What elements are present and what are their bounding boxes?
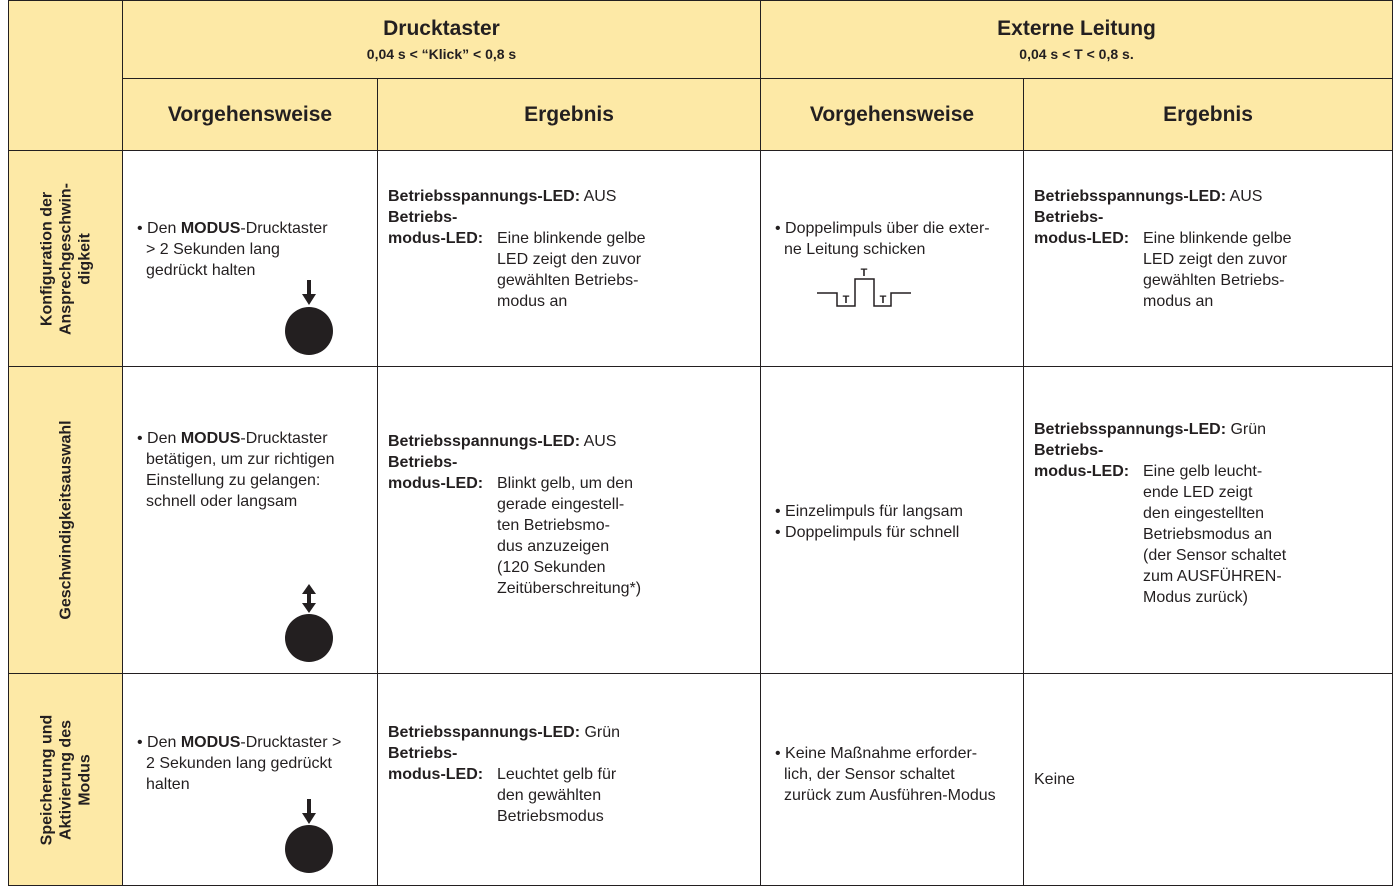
result-value: Grün bbox=[580, 724, 621, 741]
procedure-text: schnell oder langsam bbox=[146, 493, 298, 510]
group-title-externe-leitung: Externe Leitung bbox=[997, 16, 1156, 40]
result-label: modus-LED: bbox=[388, 229, 484, 247]
result-value: AUS bbox=[1226, 187, 1263, 205]
result-value: modus an bbox=[497, 292, 568, 310]
group-header-row bbox=[9, 1, 1393, 79]
row-label-configuration bbox=[9, 151, 123, 367]
result-value: ende LED zeigt bbox=[1143, 483, 1253, 501]
procedure-text: zurück zum Ausführen-Modus bbox=[784, 787, 996, 804]
procedure-text: • Doppelimpuls für schnell bbox=[775, 524, 960, 541]
procedure-text: Einstellung zu gelangen: bbox=[146, 472, 321, 489]
procedure-text: -Drucktaster > bbox=[240, 734, 342, 751]
result-value: zum AUSFÜHREN- bbox=[1143, 567, 1282, 585]
procedure-text: halten bbox=[146, 776, 190, 793]
button-result-cell bbox=[378, 367, 761, 674]
group-timing-drucktaster: 0,04 s < “Klick” < 0,8 s bbox=[366, 45, 517, 62]
result-label: Betriebsspannungs-LED: bbox=[388, 187, 581, 205]
result-value: LED zeigt den zuvor bbox=[1143, 250, 1288, 268]
corner-cell bbox=[9, 1, 123, 151]
button-result-cell bbox=[378, 674, 761, 886]
line-procedure-cell bbox=[761, 151, 1024, 367]
result-value: Eine blinkende gelbe bbox=[497, 229, 646, 247]
procedure-text: -Drucktaster bbox=[240, 220, 328, 237]
line-result-cell bbox=[1024, 674, 1393, 886]
press-release-arrow-icon bbox=[302, 584, 316, 614]
group-timing-externe-leitung: 0,04 s < T < 0,8 s. bbox=[1019, 45, 1134, 62]
result-value: (der Sensor schaltet bbox=[1143, 546, 1287, 564]
group-header-drucktaster bbox=[123, 1, 761, 79]
result-value: Keine bbox=[1034, 771, 1075, 788]
mode-configuration-table bbox=[8, 0, 1393, 886]
result-value: dus anzuzeigen bbox=[497, 538, 610, 555]
result-value: den eingestellten bbox=[1143, 504, 1264, 522]
col-header-button-result: Ergebnis bbox=[378, 79, 761, 151]
result-value: modus an bbox=[1143, 292, 1214, 310]
result-value: Eine gelb leucht- bbox=[1143, 462, 1263, 480]
procedure-text: • Den bbox=[137, 430, 181, 447]
button-procedure-cell bbox=[123, 151, 378, 367]
result-value: LED zeigt den zuvor bbox=[497, 250, 642, 268]
procedure-text: • Einzelimpuls für langsam bbox=[775, 503, 963, 520]
result-value: gewählten Betriebs- bbox=[497, 271, 639, 289]
row-label-line: Geschwindigkeitsauswahl bbox=[57, 420, 74, 620]
col-header-button-procedure: Vorgehensweise bbox=[123, 79, 378, 151]
result-label: Betriebsspannungs-LED: bbox=[1034, 420, 1227, 438]
result-value: Blinkt gelb, um den bbox=[497, 475, 634, 492]
result-label: modus-LED: bbox=[388, 475, 484, 492]
result-label: Betriebs- bbox=[388, 454, 458, 471]
procedure-keyword: MODUS bbox=[180, 430, 241, 447]
pulse-label: T bbox=[860, 266, 868, 279]
result-label: Betriebs- bbox=[388, 745, 458, 762]
result-value: gewählten Betriebs- bbox=[1143, 271, 1285, 289]
result-value: AUS bbox=[580, 187, 617, 205]
procedure-text: ne Leitung schicken bbox=[784, 240, 926, 258]
result-value: Betriebsmodus an bbox=[1143, 525, 1272, 543]
procedure-text: • Keine Maßnahme erforder- bbox=[775, 745, 978, 762]
col-header-line-procedure: Vorgehensweise bbox=[761, 79, 1024, 151]
button-procedure-cell bbox=[123, 674, 378, 886]
procedure-text: 2 Sekunden lang gedrückt bbox=[146, 755, 332, 772]
result-value: Zeitüberschreitung*) bbox=[497, 580, 642, 597]
pulse-label: T bbox=[842, 293, 850, 306]
group-title-drucktaster: Drucktaster bbox=[383, 16, 500, 40]
push-button-icon bbox=[285, 825, 333, 873]
procedure-text: betätigen, um zur richtigen bbox=[146, 451, 335, 468]
result-value: den gewählten bbox=[497, 787, 602, 804]
line-procedure-cell bbox=[761, 674, 1024, 886]
table-row bbox=[9, 367, 1393, 674]
result-label: Betriebs- bbox=[388, 208, 458, 226]
table-row bbox=[9, 151, 1393, 367]
result-label: modus-LED: bbox=[1034, 462, 1130, 480]
line-procedure-cell bbox=[761, 367, 1024, 674]
line-result-cell bbox=[1024, 367, 1393, 674]
result-value: ten Betriebsmo- bbox=[497, 517, 610, 534]
procedure-text: • Den bbox=[137, 220, 181, 237]
button-result-cell bbox=[378, 151, 761, 367]
row-label-line: Aktivierung des bbox=[57, 719, 74, 840]
procedure-text: • Den bbox=[137, 734, 181, 751]
result-label: Betriebsspannungs-LED: bbox=[388, 724, 581, 741]
procedure-text: gedrückt halten bbox=[146, 262, 256, 279]
result-label: Betriebs- bbox=[1034, 208, 1104, 226]
result-value: Modus zurück) bbox=[1143, 588, 1248, 606]
result-label: modus-LED: bbox=[388, 766, 484, 783]
pulse-label: T bbox=[879, 293, 887, 306]
row-label-line: Speicherung und bbox=[38, 714, 55, 845]
col-header-line-result: Ergebnis bbox=[1024, 79, 1393, 151]
procedure-text: -Drucktaster bbox=[240, 430, 328, 447]
procedure-keyword: MODUS bbox=[180, 734, 241, 751]
result-value: AUS bbox=[580, 433, 617, 450]
result-value: (120 Sekunden bbox=[497, 559, 606, 576]
procedure-text: lich, der Sensor schaltet bbox=[784, 766, 955, 783]
line-result-cell bbox=[1024, 151, 1393, 367]
row-label-line: digkeit bbox=[76, 232, 93, 285]
result-label: Betriebs- bbox=[1034, 441, 1104, 459]
press-arrow-icon bbox=[302, 799, 316, 825]
row-label-line: Konfiguration der bbox=[38, 191, 55, 326]
procedure-text: > 2 Sekunden lang bbox=[146, 241, 280, 258]
row-label-save-activate bbox=[9, 674, 123, 886]
button-procedure-cell bbox=[123, 367, 378, 674]
push-button-icon bbox=[285, 614, 333, 662]
group-header-externe-leitung bbox=[761, 1, 1393, 79]
result-value: gerade eingestell- bbox=[497, 496, 625, 513]
push-button-icon bbox=[285, 307, 333, 355]
press-arrow-icon bbox=[302, 280, 316, 306]
row-label-line: Modus bbox=[76, 753, 93, 806]
result-value: Eine blinkende gelbe bbox=[1143, 229, 1292, 247]
result-label: modus-LED: bbox=[1034, 229, 1130, 247]
column-header-row bbox=[9, 79, 1393, 151]
table-row bbox=[9, 674, 1393, 886]
result-label: Betriebsspannungs-LED: bbox=[1034, 187, 1227, 205]
result-value: Grün bbox=[1226, 420, 1267, 438]
result-value: Betriebsmodus bbox=[497, 808, 604, 825]
procedure-text: • Doppelimpuls über die exter- bbox=[775, 219, 990, 237]
procedure-keyword: MODUS bbox=[180, 220, 241, 237]
row-label-line: Ansprechgeschwin- bbox=[57, 182, 74, 335]
result-value: Leuchtet gelb für bbox=[497, 766, 617, 783]
double-pulse-icon bbox=[815, 266, 919, 308]
row-label-speed-selection bbox=[9, 367, 123, 674]
result-label: Betriebsspannungs-LED: bbox=[388, 433, 581, 450]
